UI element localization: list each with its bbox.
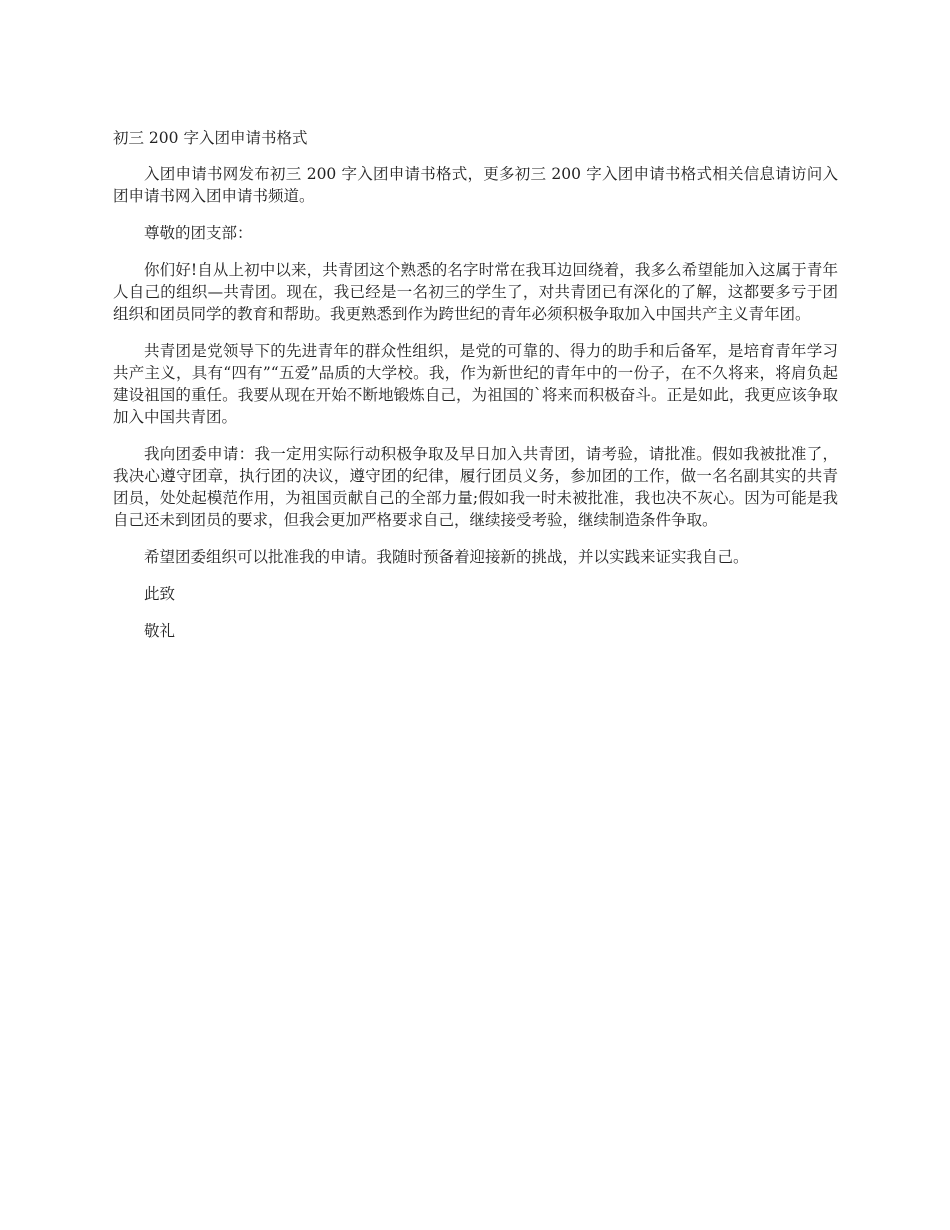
closing-line-1: 此致: [144, 585, 176, 603]
body-paragraph-1: 你们好!自从上初中以来，共青团这个熟悉的名字时常在我耳边回绕着，我多么希望能加入这属于青年人自己的组织—共青团。现在，我已经是一名初三的学生了，对共青团已有深化的了解，这都要多亏于团组织和团员同学的教育和帮助。我更熟悉到作为跨世纪的青年必须积极争取加入中国共产主义青年团。: [113, 261, 838, 323]
body-paragraph-4: 希望团委组织可以批准我的申请。我随时预备着迎接新的挑战，并以实践来证实我自己。: [144, 548, 749, 566]
document-page: [113, 127, 838, 657]
body-paragraph-2: 共青团是党领导下的先进青年的群众性组织，是党的可靠的、得力的助手和后备军，是培育青年学习共产主义，具有“四有”“五爱”品质的大学校。我，作为新世纪的青年中的一份子，在不久将来，将肩负起建设祖国的重任。我要从现在开始不断地锻炼自己，为祖国的`将来而积极奋斗。正是如此，我更应该争取加入中国共青团。: [113, 342, 838, 426]
body-paragraph-3: 我向团委申请：我一定用实际行动积极争取及早日加入共青团，请考验，请批准。假如我被批准了，我决心遵守团章，执行团的决议，遵守团的纪律，履行团员义务，参加团的工作，做一名名副其实的共青团员，处处起模范作用，为祖国贡献自己的全部力量;假如我一时未被批准，我也决不灰心。因为可能是我自己还未到团员的要求，但我会更加严格要求自己，继续接受考验，继续制造条件争取。: [113, 445, 838, 529]
closing-line-2: 敬礼: [144, 622, 176, 640]
document-title: 初三 200 字入团申请书格式: [113, 129, 308, 147]
intro-paragraph: 入团申请书网发布初三 200 字入团申请书格式，更多初三 200 字入团申请书格式相关信息请访问入团申请书网入团申请书频道。: [113, 165, 838, 205]
salutation: 尊敬的团支部：: [144, 224, 253, 242]
